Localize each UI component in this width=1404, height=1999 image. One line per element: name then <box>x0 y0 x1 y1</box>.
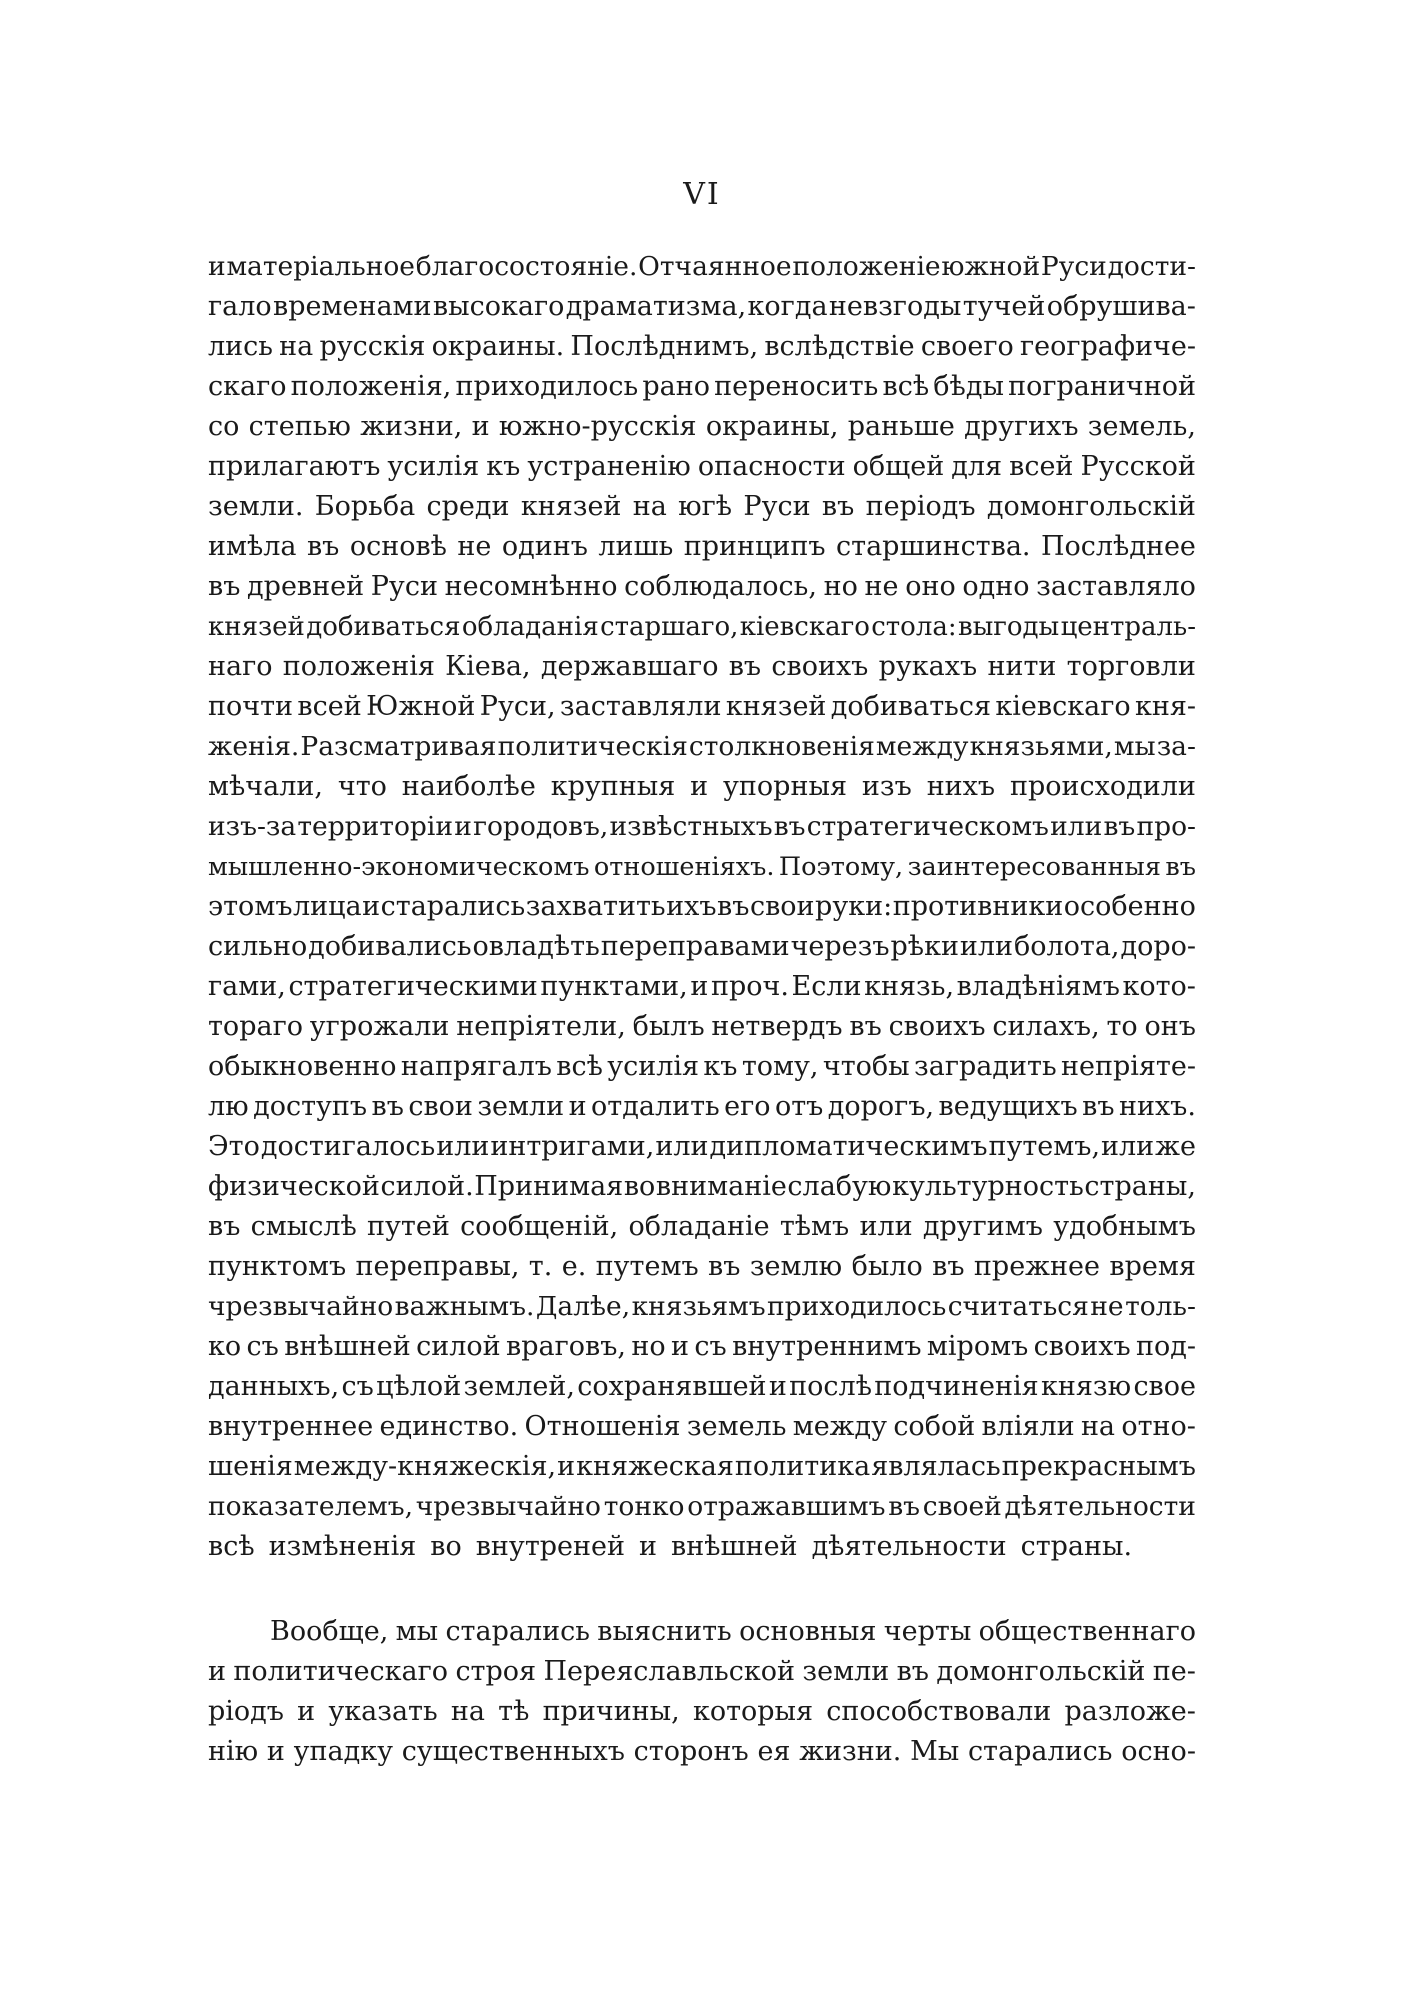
text-line: мышленно-экономическомъ отношеніяхъ. Поэтому, заинтересованныя въ <box>208 852 1196 882</box>
text-line: чрезвычайно важнымъ. Далѣе, князьямъ приходилось считаться не толь- <box>208 1291 1196 1322</box>
text-line: шенія между-княжескія, и княжеская политика являлась прекраснымъ <box>208 1451 1196 1482</box>
text-line: со степью жизни, и южно-русскія окраины, раньше другихъ земель, <box>208 411 1196 442</box>
paragraph-2 <box>208 1612 1196 1772</box>
text-line: лись на русскія окраины. Послѣднимъ, вслѣдствіе своего географиче- <box>208 331 1196 362</box>
text-line: наго положенія Кіева, державшаго въ своихъ рукахъ нити торговли <box>208 651 1196 682</box>
text-line: ріодъ и указать на тѣ причины, которыя способствовали разложе- <box>208 1696 1196 1727</box>
text-line: данныхъ, съ цѣлой землей, сохранявшей и послѣ подчиненія князю свое <box>208 1371 1196 1402</box>
text-line: въ смыслѣ путей сообщеній, обладаніе тѣмъ или другимъ удобнымъ <box>208 1211 1196 1242</box>
text-line: нію и упадку существенныхъ сторонъ ея жизни. Мы старались осно- <box>208 1736 1196 1767</box>
text-line: имѣла въ основѣ не одинъ лишь принципъ старшинства. Послѣднее <box>208 531 1196 562</box>
text-line: и матеріальное благосостояніе. Отчаянное положеніе южной Руси дости- <box>208 251 1196 282</box>
paragraph-1 <box>208 247 1196 1567</box>
text-line: прилагаютъ усилія къ устраненію опасности общей для всей Русской <box>208 451 1196 482</box>
text-line: князей добиваться обладанія старшаго, кіевскаго стола: выгоды централь- <box>208 612 1196 642</box>
text-line: лю доступъ въ свои земли и отдалить его отъ дорогъ, ведущихъ въ нихъ. <box>208 1091 1196 1122</box>
text-line: и политическаго строя Переяславльской земли въ домонгольскій пе- <box>208 1656 1196 1687</box>
text-line: скаго положенія, приходилось рано переносить всѣ бѣды пограничной <box>208 371 1196 402</box>
text-line: гами, стратегическими пунктами, и проч. Если князь, владѣніямъ кото- <box>208 971 1196 1002</box>
text-line: тораго угрожали непріятели, былъ нетвердъ въ своихъ силахъ, то онъ <box>208 1011 1196 1042</box>
text-line: почти всей Южной Руси, заставляли князей добиваться кіевскаго кня- <box>208 691 1196 722</box>
text-line: пунктомъ переправы, т. е. путемъ въ землю было въ прежнее время <box>208 1251 1196 1282</box>
text-line: женія. Разсматривая политическія столкновенія между князьями, мы за- <box>208 731 1196 762</box>
text-line: ко съ внѣшней силой враговъ, но и съ внутреннимъ міромъ своихъ под- <box>208 1331 1196 1362</box>
text-line: внутреннее единство. Отношенія земель между собой вліяли на отно- <box>208 1411 1196 1442</box>
text-line: Вообще, мы старались выяснить основныя черты общественнаго <box>270 1616 1196 1647</box>
text-line: Это достигалось или интригами, или дипломатическимъ путемъ, или же <box>208 1131 1196 1162</box>
text-line: гало временами высокаго драматизма, когда невзгоды тучей обрушива- <box>208 291 1196 322</box>
text-line: мѣчали, что наиболѣе крупныя и упорныя изъ нихъ происходили <box>208 771 1196 802</box>
text-line: этомъ лица и старались захватить ихъ въ свои руки: противники особенно <box>208 891 1196 922</box>
text-line: обыкновенно напрягалъ всѣ усилія къ тому, чтобы заградить непріяте- <box>208 1051 1196 1082</box>
page-number: VI <box>683 177 721 212</box>
text-line: изъ-за территоріи и городовъ, извѣстныхъ въ стратегическомъ или въ про- <box>208 811 1196 842</box>
text-line: физической силой. Принимая во вниманіе слабую культурность страны, <box>208 1171 1196 1202</box>
text-line: сильно добивались овладѣть переправами черезъ рѣки или болота, доро- <box>208 931 1196 962</box>
text-line: земли. Борьба среди князей на югѣ Руси въ періодъ домонгольскій <box>208 491 1196 522</box>
text-line: всѣ измѣненія во внутреней и внѣшней дѣятельности страны. <box>208 1531 1133 1562</box>
text-line: показателемъ, чрезвычайно тонко отражавшимъ въ своей дѣятельности <box>208 1491 1196 1522</box>
text-line: въ древней Руси несомнѣнно соблюдалось, но не оно одно заставляло <box>208 571 1196 602</box>
